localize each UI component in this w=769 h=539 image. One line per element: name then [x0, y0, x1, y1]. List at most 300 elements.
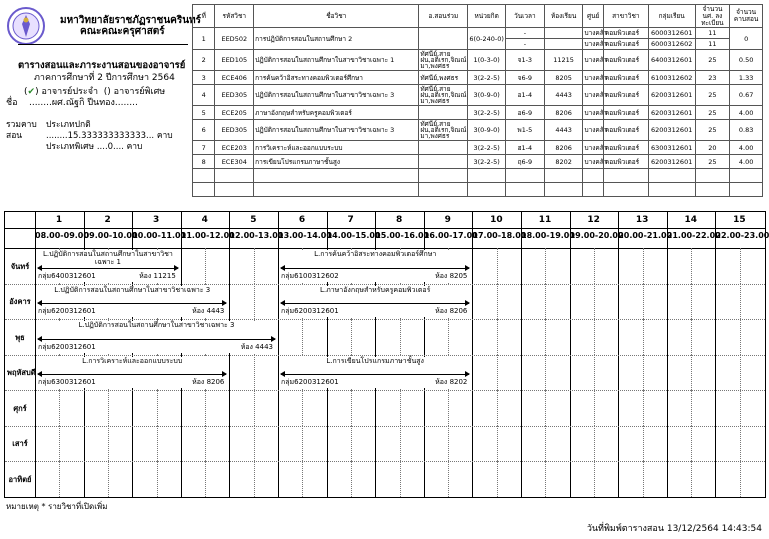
- period-half-line: [497, 461, 498, 497]
- duration-arrow-icon: [38, 268, 178, 269]
- cell-code: EED305: [215, 120, 254, 141]
- header-major: สาขาวิชา: [603, 5, 648, 28]
- period-half-line: [108, 426, 109, 462]
- cell-code: ECE304: [215, 155, 254, 169]
- period-half-line: [545, 248, 546, 284]
- cell-name: การวิเคราะห์และออกแบบระบบ: [254, 141, 419, 155]
- day-label: เสาร์: [12, 439, 28, 449]
- period-half-line: [740, 248, 741, 284]
- period-half-line: [400, 390, 401, 426]
- header-name: ชื่อวิชา: [254, 5, 419, 28]
- cell-no: 8: [193, 155, 215, 169]
- period-half-line: [448, 461, 449, 497]
- cell-room: 8206: [544, 141, 583, 155]
- course-table-header: [193, 5, 763, 28]
- class-room: ห้อง 11215: [139, 271, 176, 280]
- cell-no: 4: [193, 85, 215, 106]
- period-half-line: [594, 390, 595, 426]
- cell-students: 11: [695, 28, 730, 39]
- period-half-line: [254, 426, 255, 462]
- class-room: ห้อง 8206: [192, 378, 225, 386]
- class-title: L.ปฏิบัติการสอนในสถานศึกษาในสาขาวิชาเฉพาะ 1: [42, 250, 173, 266]
- period-half-line: [594, 426, 595, 462]
- cell-no: 2: [193, 50, 215, 71]
- period-half-line: [351, 319, 352, 355]
- duration-arrow-icon: [38, 303, 226, 304]
- cell-students: 25: [695, 106, 730, 120]
- cell-students: 25: [695, 50, 730, 71]
- duration-arrow-icon: [281, 303, 469, 304]
- cell-periods: 0: [730, 28, 763, 50]
- class-room: ห้อง 8202: [435, 378, 468, 386]
- cell-students: 25: [695, 85, 730, 106]
- period-half-line: [497, 319, 498, 355]
- cell-group: 6200312601: [648, 106, 695, 120]
- header-room: ห้องเรียน: [544, 5, 583, 28]
- period-half-line: [400, 319, 401, 355]
- period-half-line: [691, 248, 692, 284]
- cell-group: 6400312601: [648, 50, 695, 71]
- table-row: [193, 141, 763, 155]
- cell-credit: 3(2-2-5): [468, 71, 506, 85]
- cell-no: 7: [193, 141, 215, 155]
- period-half-line: [254, 390, 255, 426]
- cell-coteacher: ทัศนีย์,สายฝน,อติเรก,จิณณ์มา,พงศธร: [420, 50, 467, 70]
- period-half-line: [497, 248, 498, 284]
- period-half-line: [497, 426, 498, 462]
- period-half-line: [545, 284, 546, 320]
- period-half-line: [497, 284, 498, 320]
- cell-name: ภาษาอังกฤษสำหรับครูคอมพิวเตอร์: [254, 106, 419, 120]
- period-number: 1: [55, 215, 63, 225]
- cell-students: 20: [695, 141, 730, 155]
- day-label: จันทร์: [10, 261, 30, 271]
- class-block: [281, 286, 469, 318]
- cell-credit: 3(0-9-0): [468, 85, 506, 106]
- totals-label: [6, 120, 37, 142]
- period-time: 20.00-21.00: [618, 231, 673, 240]
- period-half-line: [108, 390, 109, 426]
- period-half-line: [400, 461, 401, 497]
- cell-group: 6000312601: [648, 28, 695, 39]
- cell-name: ปฏิบัติการสอนในสถานศึกษาในสาขาวิชาเฉพาะ 3: [254, 120, 419, 141]
- duration-arrow-icon: [38, 339, 275, 340]
- period-half-line: [691, 319, 692, 355]
- table-row: [193, 85, 763, 106]
- cell-code: ECE205: [215, 106, 254, 120]
- cell-time: อ6-9: [506, 106, 545, 120]
- period-half-line: [400, 426, 401, 462]
- cell-students: 25: [695, 155, 730, 169]
- table-row: [193, 106, 763, 120]
- period-half-line: [205, 248, 206, 284]
- period-half-line: [545, 461, 546, 497]
- period-half-line: [351, 426, 352, 462]
- semester-label: ภาคการศึกษาที่ 2 ปีการศึกษา 2564: [34, 73, 175, 83]
- cell-code: EED105: [215, 50, 254, 71]
- day-label: พฤหัสบดี: [7, 368, 36, 378]
- class-title: L.การวิเคราะห์และออกแบบระบบ: [82, 356, 183, 365]
- period-half-line: [205, 426, 206, 462]
- cell-name: การปฏิบัติการสอนในสถานศึกษา 2: [254, 28, 419, 50]
- class-group: กลุ่ม6200312601: [281, 378, 339, 386]
- cell-group: 6200312601: [648, 85, 695, 106]
- table-row-empty: [193, 169, 763, 183]
- cell-periods: 0.50: [730, 50, 763, 71]
- period-number: 8: [396, 215, 403, 225]
- period-half-line: [740, 284, 741, 320]
- period-number: 7: [347, 215, 354, 225]
- table-row: [193, 120, 763, 141]
- table-row: [193, 71, 763, 85]
- class-group: กลุ่ม6200312601: [281, 307, 339, 315]
- period-half-line: [448, 319, 449, 355]
- class-title: L.การค้นคว้าอิสระทางคอมพิวเตอร์ศึกษา: [314, 250, 437, 258]
- period-half-line: [545, 319, 546, 355]
- cell-center: บางคล้า: [583, 155, 603, 169]
- cell-coteacher: [419, 28, 468, 50]
- period-half-line: [740, 461, 741, 497]
- period-half-line: [691, 355, 692, 391]
- period-half-line: [59, 426, 60, 462]
- cell-periods: 4.00: [730, 155, 763, 169]
- cell-major: คอมพิวเตอร์: [603, 71, 648, 85]
- period-half-line: [157, 390, 158, 426]
- period-time: 19.00-20.00: [569, 231, 624, 240]
- cell-name: การค้นคว้าอิสระทางคอมพิวเตอร์ศึกษา: [254, 71, 419, 85]
- cell-room: [544, 28, 583, 39]
- cell-time: ฤ6-9: [506, 155, 545, 169]
- special-periods-value: ประเภทพิเศษ ....0.... คาบ: [46, 142, 143, 152]
- cell-group: 6200312601: [648, 155, 695, 169]
- period-number: 5: [250, 215, 257, 225]
- university-seal-icon: [6, 6, 46, 46]
- class-block: [38, 357, 226, 389]
- period-half-line: [545, 426, 546, 462]
- period-time: 17.00-18.00: [472, 231, 527, 240]
- cell-time: อ1-4: [506, 85, 545, 106]
- period-time: 22.00-23.00: [715, 231, 769, 240]
- header-no: ที่: [193, 5, 215, 28]
- cell-group: 6300312601: [648, 141, 695, 155]
- cell-students: 11: [695, 39, 730, 50]
- class-room: ห้อง 8206: [435, 307, 468, 315]
- cell-major: คอมพิวเตอร์: [603, 85, 648, 106]
- period-half-line: [643, 284, 644, 320]
- period-time: 08.00-09.00: [35, 231, 89, 240]
- cell-credit: 3(2-2-5): [468, 141, 506, 155]
- cell-credit: 3(2-2-5): [468, 155, 506, 169]
- class-block: [38, 286, 226, 318]
- cell-center: บางคล้า: [583, 71, 603, 85]
- table-row: [193, 50, 763, 71]
- period-half-line: [59, 390, 60, 426]
- duration-arrow-icon: [38, 374, 226, 375]
- period-half-line: [254, 284, 255, 320]
- class-block: [281, 357, 469, 389]
- cell-coteacher: ทัศนีย์,พงศธร: [419, 71, 468, 85]
- duration-arrow-icon: [281, 268, 469, 269]
- period-time: 11.00-12.00: [180, 231, 235, 240]
- cell-room: 11215: [544, 50, 583, 71]
- footnote: หมายเหตุ * รายวิชาที่เปิดเพิ่ม: [6, 502, 108, 511]
- cell-center: บางคล้า: [583, 85, 603, 106]
- header-center: ศูนย์: [583, 5, 603, 28]
- class-group: กลุ่ม6100312602: [281, 271, 339, 280]
- period-half-line: [545, 390, 546, 426]
- cell-center: บางคล้า: [583, 141, 603, 155]
- class-group: กลุ่ม6200312601: [38, 307, 96, 315]
- teacher-type-options: (✔) อาจารย์ประจำ () อาจารย์พิเศษ: [24, 87, 166, 97]
- class-title: L.ปฏิบัติการสอนในสถานศึกษาในสาขาวิชาเฉพาะ 3: [78, 321, 235, 329]
- period-half-line: [594, 248, 595, 284]
- class-block: [281, 250, 469, 282]
- totals-label-line1: รวมคาบ: [6, 120, 37, 130]
- cell-name: ปฏิบัติการสอนในสถานศึกษาในสาขาวิชาเฉพาะ 1: [254, 50, 419, 71]
- table-row-empty: [193, 183, 763, 197]
- cell-credit: 1(0-3-0): [468, 50, 506, 71]
- cell-major: คอมพิวเตอร์: [603, 155, 648, 169]
- cell-room: 8205: [544, 71, 583, 85]
- day-row-line: [5, 319, 765, 320]
- faculty-name: คณะคณะครุศาสตร์: [80, 26, 165, 37]
- period-half-line: [448, 426, 449, 462]
- period-time: 15.00-16.00: [375, 231, 430, 240]
- period-half-line: [254, 461, 255, 497]
- class-room: ห้อง 8205: [435, 271, 468, 280]
- day-row-line: [5, 390, 765, 391]
- period-number: 12: [587, 215, 600, 225]
- day-row-line: [5, 355, 765, 356]
- normal-periods-value: ........15.333333333333... คาบ: [46, 131, 173, 141]
- period-half-line: [205, 461, 206, 497]
- cell-room: 4443: [544, 120, 583, 141]
- period-half-line: [691, 461, 692, 497]
- cell-coteacher: [419, 141, 468, 155]
- class-room: ห้อง 4443: [192, 307, 225, 315]
- day-row-line: [5, 426, 765, 427]
- cell-no: 5: [193, 106, 215, 120]
- cell-room: 8206: [544, 106, 583, 120]
- period-half-line: [302, 319, 303, 355]
- period-number: 2: [104, 215, 111, 225]
- class-group: กลุ่ม6200312601: [38, 342, 96, 351]
- period-half-line: [691, 426, 692, 462]
- period-half-line: [254, 355, 255, 391]
- cell-coteacher: [419, 106, 468, 120]
- name-label: ชื่อ: [6, 98, 18, 108]
- header-coteacher: อ.สอนร่วม: [419, 5, 468, 28]
- period-half-line: [108, 461, 109, 497]
- period-half-line: [157, 461, 158, 497]
- period-half-line: [254, 248, 255, 284]
- cell-periods: 4.00: [730, 141, 763, 155]
- header-periods: จำนวนคาบสอน: [730, 5, 763, 28]
- cell-major: คอมพิวเตอร์: [603, 141, 648, 155]
- period-time: 21.00-22.00: [666, 231, 721, 240]
- university-name: มหาวิทยาลัยราชภัฏราชนครินทร์: [60, 15, 202, 26]
- period-number: 9: [444, 215, 451, 225]
- cell-coteacher: ทัศนีย์,สายฝน,อติเรก,จิณณ์มา,พงศธร: [420, 120, 467, 140]
- period-time: 09.00-10.00: [83, 231, 138, 240]
- period-half-line: [691, 284, 692, 320]
- class-title: L.ปฏิบัติการสอนในสถานศึกษาในสาขาวิชาเฉพาะ 3: [54, 285, 211, 294]
- cell-code: EED305: [215, 85, 254, 106]
- cell-center: บางคล้า: [583, 120, 603, 141]
- cell-group: 6000312602: [648, 39, 695, 50]
- cell-time: -: [506, 39, 545, 50]
- cell-credit: 6(0-240-0): [468, 28, 506, 50]
- table-row: [193, 28, 763, 39]
- cell-group: 6200312601: [648, 120, 695, 141]
- period-number: 10: [490, 215, 503, 225]
- period-half-line: [594, 355, 595, 391]
- table-row: [193, 155, 763, 169]
- day-label: อาทิตย์: [8, 474, 32, 484]
- cell-no: 1: [193, 28, 215, 50]
- day-label: พุธ: [15, 332, 25, 342]
- period-half-line: [594, 319, 595, 355]
- cell-room: [544, 39, 583, 50]
- cell-time: จ1-3: [506, 50, 545, 71]
- cell-time: ฮ1-4: [506, 141, 545, 155]
- period-half-line: [594, 284, 595, 320]
- cell-group: 6100312602: [648, 71, 695, 85]
- period-half-line: [740, 426, 741, 462]
- cell-major: คอมพิวเตอร์: [603, 50, 648, 71]
- period-half-line: [643, 426, 644, 462]
- cell-major: คอมพิวเตอร์: [603, 39, 648, 50]
- class-group: กลุ่ม6300312601: [38, 378, 96, 386]
- period-number: 14: [684, 215, 698, 225]
- class-title: L.การเขียนโปรแกรมภาษาชั้นสูง: [326, 356, 424, 365]
- period-number: 4: [201, 215, 208, 225]
- class-room: ห้อง 4443: [240, 342, 273, 351]
- duration-arrow-icon: [281, 374, 469, 375]
- class-title: L.ภาษาอังกฤษสำหรับครูคอมพิวเตอร์: [320, 285, 431, 294]
- period-number: 15: [733, 215, 746, 225]
- header-bottom-line: [5, 248, 765, 249]
- header-students: จำนวน นศ. ลงทะเบียน: [695, 5, 730, 28]
- period-time: 10.00-11.00: [132, 231, 187, 240]
- period-half-line: [740, 390, 741, 426]
- cell-center: บางคล้า: [583, 106, 603, 120]
- period-half-line: [643, 390, 644, 426]
- cell-room: 8202: [544, 155, 583, 169]
- course-table: [192, 4, 763, 197]
- header-group: กลุ่มเรียน: [648, 5, 695, 28]
- period-half-line: [448, 390, 449, 426]
- period-half-line: [497, 355, 498, 391]
- cell-major: คอมพิวเตอร์: [603, 120, 648, 141]
- class-block: [38, 321, 275, 353]
- cell-code: EED502: [215, 28, 254, 50]
- cell-room: 4443: [544, 85, 583, 106]
- cell-coteacher: ทัศนีย์,สายฝน,อติเรก,จิณณ์มา,พงศธร: [420, 85, 467, 105]
- weekly-schedule-grid: [4, 211, 769, 498]
- period-half-line: [302, 390, 303, 426]
- normal-label: ประเภทปกติ: [46, 120, 91, 130]
- option-full-time: อาจารย์ประจำ: [41, 87, 99, 97]
- cell-time: จ6-9: [506, 71, 545, 85]
- period-half-line: [351, 390, 352, 426]
- cell-periods: 1.33: [730, 71, 763, 85]
- period-half-line: [157, 426, 158, 462]
- period-half-line: [594, 461, 595, 497]
- period-half-line: [643, 248, 644, 284]
- cell-coteacher: [419, 155, 468, 169]
- cell-time: -: [506, 28, 545, 39]
- teacher-name: ........ผศ.ณัฐกิ ปีนทอง........: [28, 98, 138, 108]
- cell-time: พ1-5: [506, 120, 545, 141]
- period-number: 3: [153, 215, 160, 225]
- header-separator: [5, 228, 765, 229]
- class-group: กลุ่ม6400312601: [38, 271, 96, 280]
- period-half-line: [691, 390, 692, 426]
- totals-label-line2: สอน: [6, 131, 23, 141]
- cell-periods: 4.00: [730, 106, 763, 120]
- period-time: 18.00-19.00: [521, 231, 575, 240]
- teacher-name-row: [6, 95, 138, 109]
- day-label: ศุกร์: [13, 403, 27, 413]
- document-title: ตารางสอนและภาระงานสอนของอาจารย์: [18, 60, 186, 71]
- period-half-line: [302, 461, 303, 497]
- period-half-line: [643, 319, 644, 355]
- totals-values: [46, 120, 173, 153]
- header-divider: [18, 44, 188, 45]
- cell-periods: 0.83: [730, 120, 763, 141]
- period-half-line: [205, 390, 206, 426]
- period-half-line: [351, 461, 352, 497]
- day-row-line: [5, 284, 765, 285]
- cell-major: คอมพิวเตอร์: [603, 106, 648, 120]
- period-half-line: [643, 355, 644, 391]
- day-label: อังคาร: [9, 297, 31, 307]
- period-time: 12.00-13.00: [229, 231, 284, 240]
- cell-students: 23: [695, 71, 730, 85]
- cell-name: การเขียนโปรแกรมภาษาชั้นสูง: [254, 155, 419, 169]
- period-half-line: [740, 355, 741, 391]
- header-time: วันเวลา: [506, 5, 545, 28]
- cell-credit: 3(2-2-5): [468, 106, 506, 120]
- period-half-line: [740, 319, 741, 355]
- cell-no: 6: [193, 120, 215, 141]
- period-half-line: [545, 355, 546, 391]
- cell-center: บางคล้า: [584, 29, 608, 37]
- period-number: 11: [538, 215, 552, 225]
- cell-center: บางคล้า: [584, 40, 608, 48]
- period-half-line: [302, 426, 303, 462]
- cell-code: ECE203: [215, 141, 254, 155]
- header-credit: หน่วยกิต: [468, 5, 506, 28]
- day-row-line: [5, 461, 765, 462]
- period-time: 14.00-15.00: [326, 231, 381, 240]
- period-half-line: [497, 390, 498, 426]
- period-number: 13: [635, 215, 649, 225]
- class-block: [38, 250, 178, 282]
- period-time: 13.00-14.00: [278, 231, 332, 240]
- period-half-line: [643, 461, 644, 497]
- cell-code: ECE406: [215, 71, 254, 85]
- cell-name: ปฏิบัติการสอนในสถานศึกษาในสาขาวิชาเฉพาะ 3: [254, 85, 419, 106]
- cell-students: 25: [695, 120, 730, 141]
- cell-center: บางคล้า: [583, 50, 603, 71]
- cell-periods: 0.67: [730, 85, 763, 106]
- cell-no: 3: [193, 71, 215, 85]
- check-icon: ✔: [27, 87, 36, 97]
- period-half-line: [59, 461, 60, 497]
- option-special: () อาจารย์พิเศษ: [103, 87, 166, 97]
